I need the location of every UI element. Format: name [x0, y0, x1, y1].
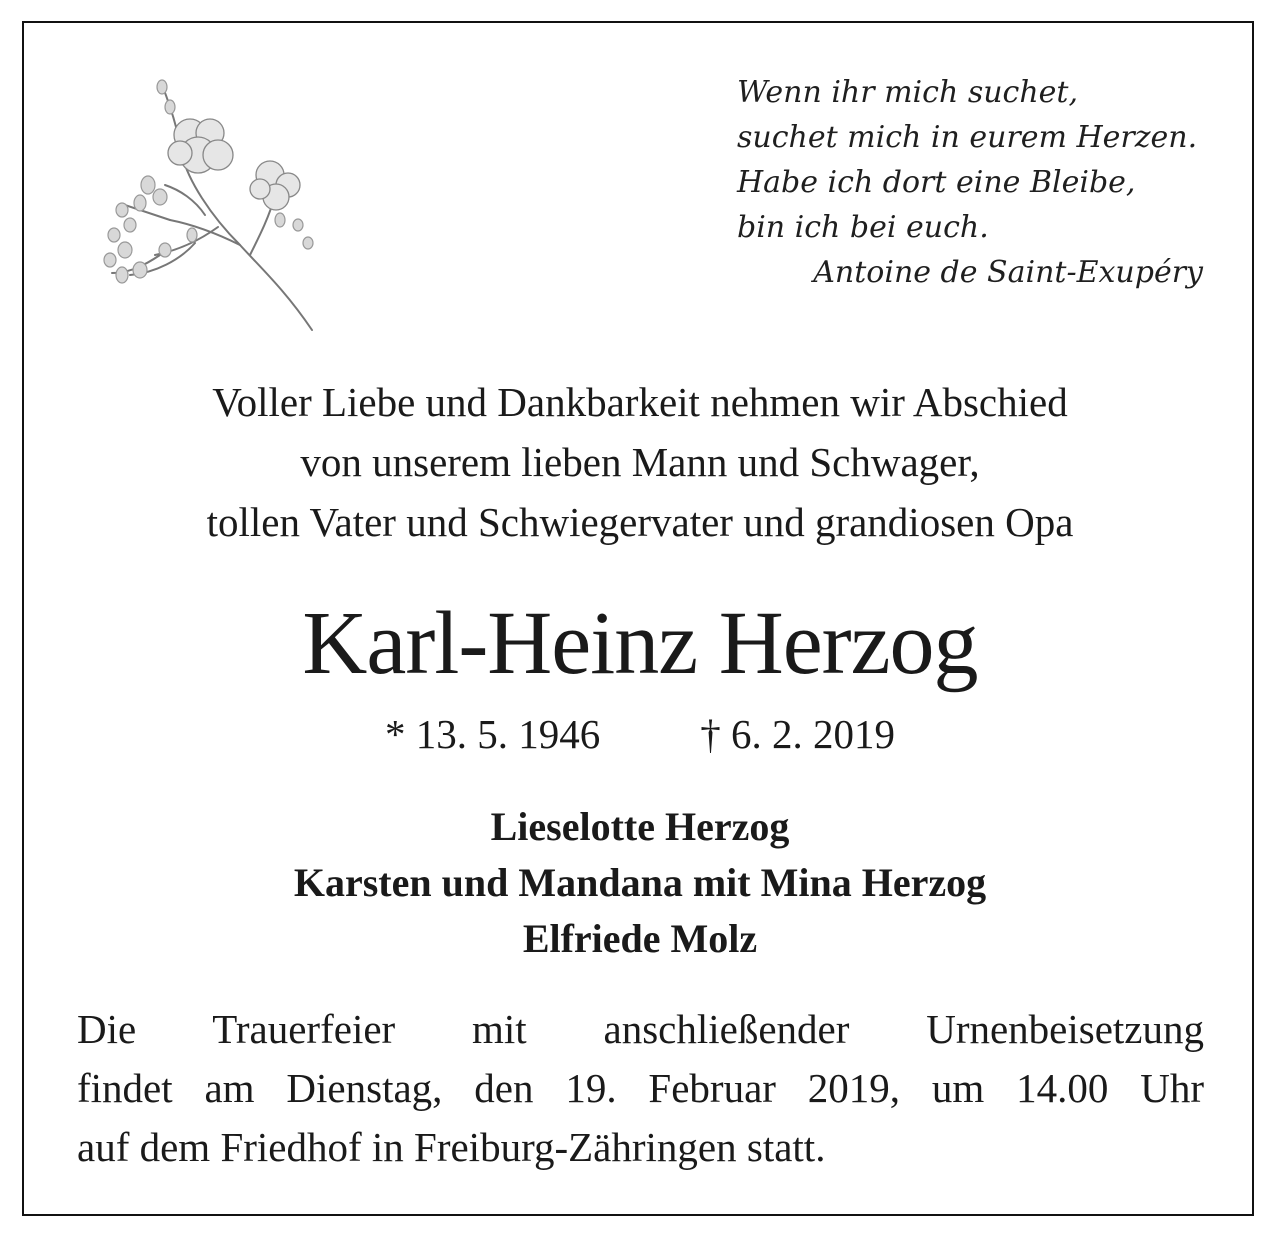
intro-line: von unserem lieben Mann und Schwager, [300, 439, 980, 485]
quote-author: Antoine de Saint-Exupéry [813, 255, 1203, 290]
death-date: † 6. 2. 2019 [700, 711, 895, 757]
birth-date: * 13. 5. 1946 [385, 711, 601, 757]
deceased-name: Karl-Heinz Herzog [302, 594, 978, 693]
quote-line: suchet mich in eurem Herzen. [737, 120, 1198, 155]
quote-block [737, 70, 1217, 295]
funeral-service-info [77, 1000, 1204, 1177]
service-line: Die Trauerfeier mit anschließender Urnenbeisetzung [77, 1006, 1204, 1052]
life-dates [0, 706, 1280, 762]
intro-line: tollen Vater und Schwiegervater und grandiosen Opa [206, 499, 1074, 545]
mourner-name: Elfriede Molz [522, 916, 758, 961]
blossom-branch-icon [100, 75, 325, 335]
service-line: auf dem Friedhof in Freiburg-Zähringen statt. [77, 1124, 826, 1170]
intro-line: Voller Liebe und Dankbarkeit nehmen wir Abschied [212, 379, 1068, 425]
quote-line: Wenn ihr mich suchet, [737, 75, 1079, 110]
mourners-list [0, 799, 1280, 967]
mourner-name: Lieselotte Herzog [490, 804, 790, 849]
mourner-name: Karsten und Mandana mit Mina Herzog [293, 860, 987, 905]
service-line: findet am Dienstag, den 19. Februar 2019, um 14.00 Uhr [77, 1065, 1204, 1111]
quote-line: Habe ich dort eine Bleibe, [737, 165, 1136, 200]
quote-line: bin ich bei euch. [737, 210, 989, 245]
intro-text [0, 372, 1280, 552]
